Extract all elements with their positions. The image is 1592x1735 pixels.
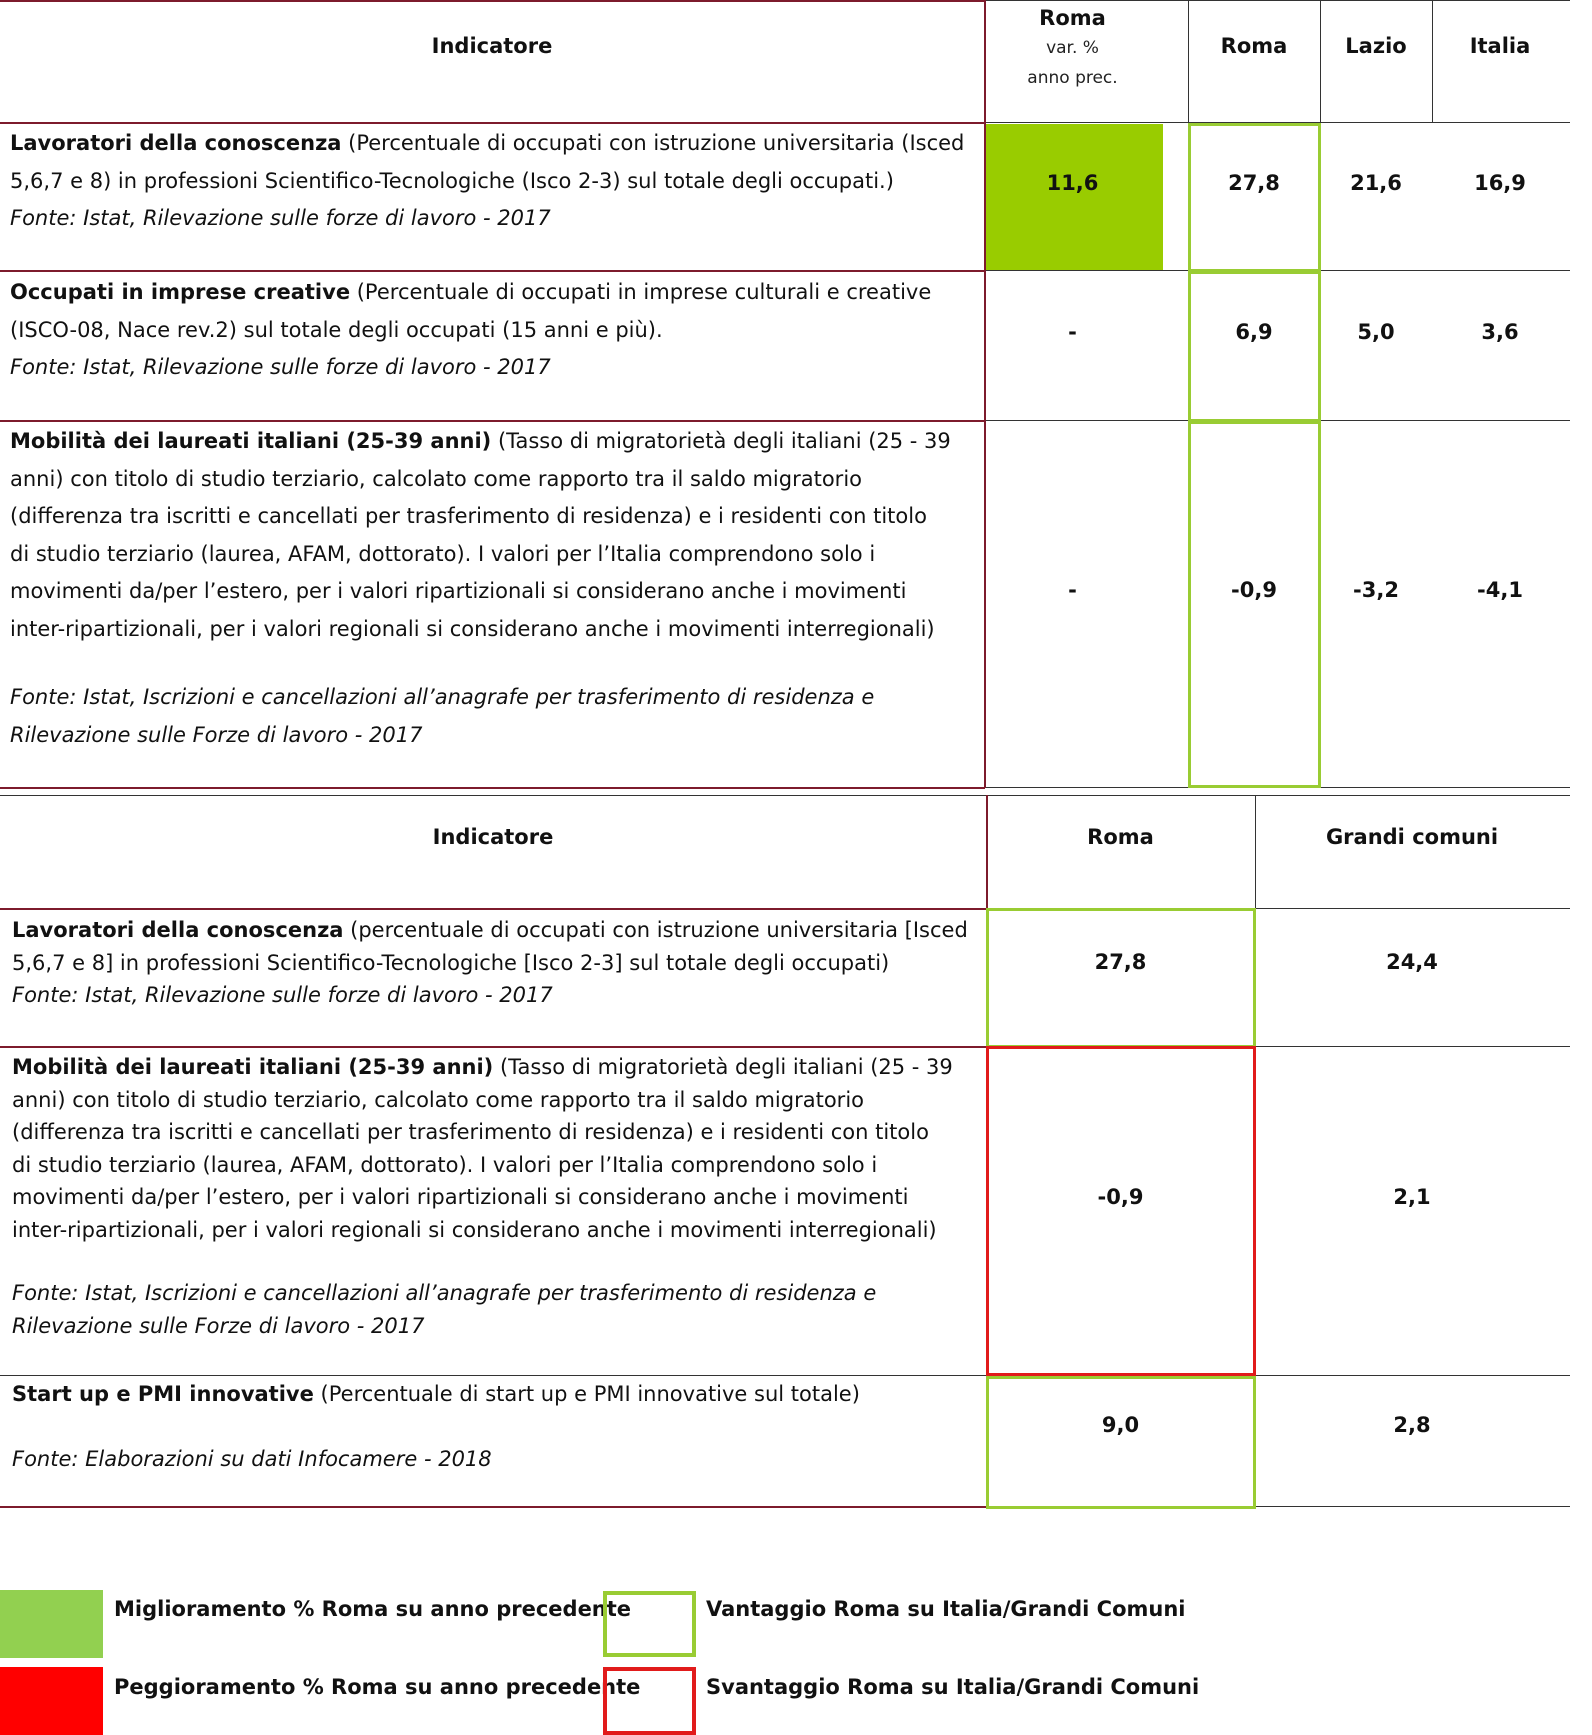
indicator-source: Fonte: Istat, Iscrizioni e cancellazioni all’anagrafe per trasferimento di residenza e xyxy=(12,1281,877,1305)
legend-advantage-swatch xyxy=(603,1591,696,1657)
table2-row-divider xyxy=(0,1375,1570,1376)
value-roma: 27,8 xyxy=(1094,950,1147,974)
legend-advantage-label: Vantaggio Roma su Italia/Grandi Comuni xyxy=(706,1597,1186,1621)
table2-bottom-border xyxy=(0,1506,987,1508)
value-roma-variation: - xyxy=(1068,320,1077,344)
legend-disadvantage-label: Svantaggio Roma su Italia/Grandi Comuni xyxy=(706,1675,1200,1699)
indicator-text: di studio terziario (laurea, AFAM, dottorato). I valori per l’Italia comprendono solo i xyxy=(12,1152,878,1177)
indicator-text: 5,6,7 e 8) in professioni Scientifico-Tecnologiche (Isco 2-3) sul totale degli occupati.) xyxy=(10,168,894,193)
indicator-description xyxy=(0,914,980,1012)
table1-column-divider xyxy=(1320,0,1321,122)
advantage-cell-frame xyxy=(986,1376,1256,1509)
advantage-cell-frame xyxy=(1188,421,1321,788)
indicator-text: (differenza tra iscritti e cancellati per trasferimento di residenza) e i residenti con titolo xyxy=(12,1120,929,1144)
value-italia: -4,1 xyxy=(1477,578,1523,602)
table2-top-border xyxy=(0,795,1570,796)
value-lazio: 5,0 xyxy=(1357,320,1395,344)
indicator-title: Lavoratori della conoscenza xyxy=(12,918,344,942)
table2-row-divider xyxy=(0,1046,987,1048)
table1-row-divider xyxy=(0,420,985,422)
table1-header-divider xyxy=(0,122,985,124)
indicator-text: (Tasso di migratorietà degli italiani (25 - 39 xyxy=(493,1055,953,1079)
value-grandi-comuni: 2,1 xyxy=(1393,1185,1431,1209)
value-lazio: 21,6 xyxy=(1350,171,1402,195)
table1-column-divider xyxy=(1432,0,1433,122)
header-lazio: Lazio xyxy=(1345,34,1407,58)
header-indicator: Indicatore xyxy=(431,34,553,58)
disadvantage-cell-frame xyxy=(986,1046,1256,1376)
indicator-description xyxy=(0,1378,980,1475)
indicator-title: Mobilità dei laureati italiani (25-39 anni) xyxy=(10,429,492,453)
indicator-title: Occupati in imprese creative xyxy=(10,280,351,304)
indicator-text: movimenti da/per l’estero, per i valori ripartizionali si considerano anche i movimenti xyxy=(12,1185,909,1209)
header-roma-variation-sub: anno prec. xyxy=(1027,68,1118,88)
indicator-source: Fonte: Istat, Rilevazione sulle forze di lavoro - 2017 xyxy=(10,355,551,379)
header-roma: Roma xyxy=(1087,825,1154,849)
indicator-title: Mobilità dei laureati italiani (25-39 anni) xyxy=(12,1055,494,1079)
indicator-text: (Percentuale di occupati in imprese culturali e creative xyxy=(350,280,932,304)
header-indicator: Indicatore xyxy=(432,825,554,849)
indicator-text: (differenza tra iscritti e cancellati per trasferimento di residenza) e i residenti con titolo xyxy=(10,504,927,528)
indicator-text: (Tasso di migratorietà degli italiani (25 - 39 xyxy=(491,429,951,453)
indicator-source: Rilevazione sulle Forze di lavoro - 2017 xyxy=(10,722,423,747)
table1-row-divider xyxy=(0,270,985,272)
table1-top-border-right xyxy=(985,0,1570,1)
value-roma-variation: - xyxy=(1068,578,1077,602)
indicator-title: Lavoratori della conoscenza xyxy=(10,131,342,155)
indicator-description xyxy=(0,274,980,387)
table1-column-divider xyxy=(984,0,986,788)
value-italia: 3,6 xyxy=(1481,320,1519,344)
table1-top-border xyxy=(0,0,985,2)
indicator-source: Rilevazione sulle Forze di lavoro - 2017 xyxy=(12,1313,425,1338)
value-roma: 9,0 xyxy=(1101,1413,1140,1437)
advantage-cell-frame xyxy=(986,908,1256,1048)
indicator-text: 5,6,7 e 8] in professioni Scientifico-Tecnologiche [Isco 2-3] sul totale degli occupati) xyxy=(12,950,890,975)
header-grandi-comuni: Grandi comuni xyxy=(1325,825,1499,849)
table2-column-divider xyxy=(1255,795,1256,909)
value-roma: -0,9 xyxy=(1097,1185,1144,1209)
advantage-cell-frame xyxy=(1188,271,1321,422)
table1-bottom-border xyxy=(0,787,985,789)
table2-column-divider xyxy=(986,795,988,909)
indicator-description xyxy=(0,423,980,754)
value-italia: 16,9 xyxy=(1474,171,1526,195)
value-grandi-comuni: 2,8 xyxy=(1393,1413,1431,1437)
indicator-description xyxy=(0,125,980,238)
indicator-text: (Percentuale di start up e PMI innovative sul totale) xyxy=(313,1382,860,1406)
legend-worsening-label: Peggioramento % Roma su anno precedente xyxy=(114,1675,641,1699)
header-roma-variation: Roma xyxy=(1039,6,1106,30)
header-italia: Italia xyxy=(1469,34,1531,58)
indicator-source: Fonte: Istat, Iscrizioni e cancellazioni all’anagrafe per trasferimento di residenza e xyxy=(10,685,875,709)
indicator-text: di studio terziario (laurea, AFAM, dottorato). I valori per l’Italia comprendono solo i xyxy=(10,541,876,566)
indicator-source: Fonte: Elaborazioni su dati Infocamere - 2018 xyxy=(12,1446,492,1471)
indicator-text: anni) con titolo di studio terziario, calcolato come rapporto tra il saldo migratorio xyxy=(10,466,862,491)
indicator-source: Fonte: Istat, Rilevazione sulle forze di lavoro - 2017 xyxy=(10,206,551,230)
indicator-text: inter-ripartizionali, per i valori regionali si considerano anche i movimenti interregionali) xyxy=(12,1217,937,1242)
indicator-text: inter-ripartizionali, per i valori regionali si considerano anche i movimenti interregionali) xyxy=(10,616,935,641)
value-roma-variation: 11,6 xyxy=(1046,171,1099,195)
value-roma: 6,9 xyxy=(1235,320,1273,344)
value-roma: 27,8 xyxy=(1228,171,1280,195)
indicator-text: (Percentuale di occupati con istruzione universitaria (Isced xyxy=(341,131,965,155)
indicator-text: anni) con titolo di studio terziario, calcolato come rapporto tra il saldo migratorio xyxy=(12,1087,864,1112)
indicator-source: Fonte: Istat, Rilevazione sulle forze di lavoro - 2017 xyxy=(12,983,553,1007)
indicator-description xyxy=(0,1051,980,1342)
value-lazio: -3,2 xyxy=(1353,578,1399,602)
improvement-cell xyxy=(986,124,1163,270)
advantage-cell-frame xyxy=(1188,123,1321,272)
header-roma-variation-sub: var. % xyxy=(1046,38,1099,58)
header-roma: Roma xyxy=(1220,34,1288,58)
legend-worsening-swatch xyxy=(0,1667,103,1735)
legend-improvement-label: Miglioramento % Roma su anno precedente xyxy=(114,1597,632,1621)
table2-header-divider xyxy=(0,908,987,910)
indicator-text: (ISCO-08, Nace rev.2) sul totale degli occupati (15 anni e più). xyxy=(10,317,663,342)
legend-disadvantage-swatch xyxy=(603,1667,696,1735)
indicator-text: movimenti da/per l’estero, per i valori ripartizionali si considerano anche i movimenti xyxy=(10,579,907,603)
value-roma: -0,9 xyxy=(1231,578,1277,602)
indicator-title: Start up e PMI innovative xyxy=(12,1382,314,1406)
value-grandi-comuni: 24,4 xyxy=(1386,950,1438,974)
legend-improvement-swatch xyxy=(0,1590,103,1658)
indicator-text: (percentuale di occupati con istruzione universitaria [Isced xyxy=(343,918,968,942)
